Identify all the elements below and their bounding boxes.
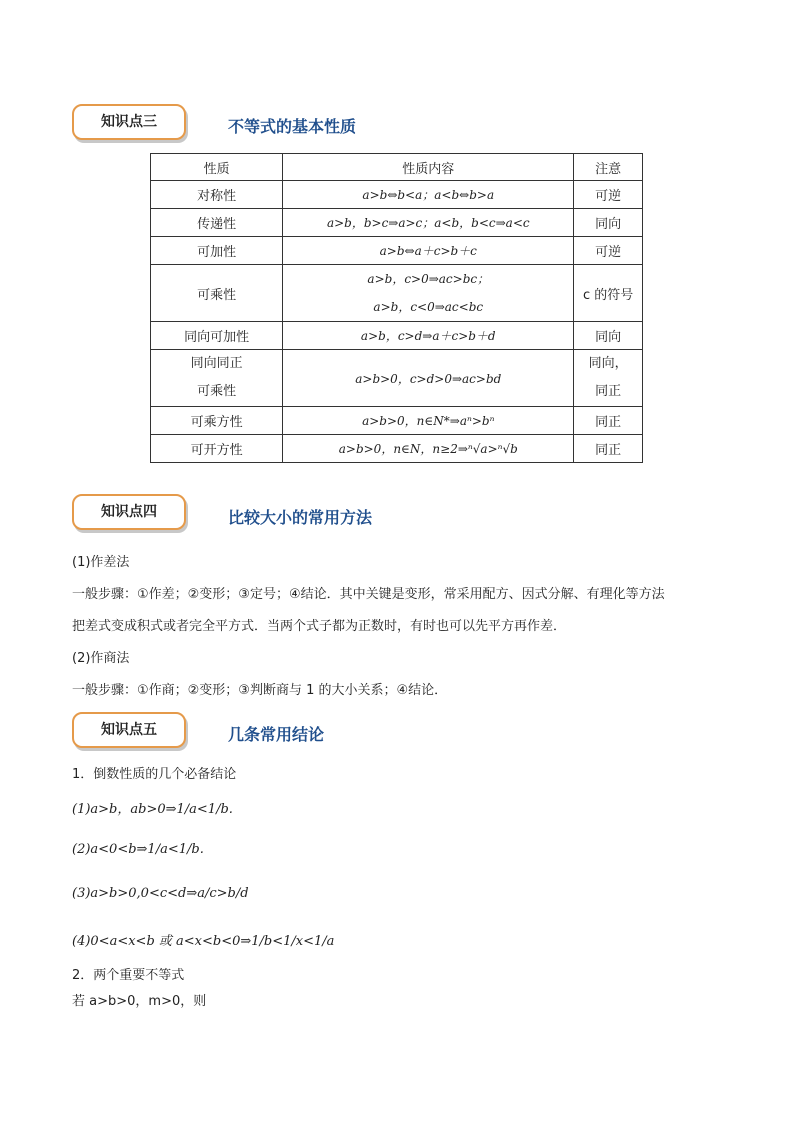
cell-content	[283, 265, 574, 322]
cell-content-line: a>b，c<0⇒ac<bc	[373, 300, 484, 314]
cell-note: 同正	[574, 435, 643, 463]
cell-content: a>b>0，n∈N*⇒aⁿ>bⁿ	[283, 407, 574, 435]
section-tag-5: 知识点五	[72, 712, 186, 748]
table-row	[151, 181, 643, 209]
formula-2: (2)a<0<b⇒1/a<1/b.	[72, 842, 204, 857]
header-content: 性质内容	[283, 154, 574, 181]
cell-content: a>b，c>d⇒a＋c>b＋d	[283, 322, 574, 350]
header-note: 注意	[574, 154, 643, 181]
cell-name: 可乘方性	[151, 407, 283, 435]
cell-content: a>b⇔a＋c>b＋c	[283, 237, 574, 265]
table-row	[151, 350, 643, 407]
cell-name: 可乘性	[151, 265, 283, 322]
cell-name: 可加性	[151, 237, 283, 265]
cell-note: 同向	[574, 322, 643, 350]
subheading: 1．倒数性质的几个必备结论	[72, 767, 237, 782]
section-tag-4: 知识点四	[72, 494, 186, 530]
cell-name-line: 可乘性	[197, 384, 237, 399]
paragraph-line: 一般步骤：①作差；②变形；③定号；④结论．其中关键是变形，常采用配方、因式分解、有理化等方法	[72, 587, 665, 602]
cell-note: 可逆	[574, 181, 643, 209]
subheading: 2．两个重要不等式	[72, 968, 185, 983]
properties-table	[150, 153, 643, 463]
table-row	[151, 435, 643, 463]
cell-content: a>b>0，n∈N，n≥2⇒ⁿ√a>ⁿ√b	[283, 435, 574, 463]
paragraph-line: 若 a>b>0，m>0，则	[72, 994, 207, 1009]
formula-4: (4)0<a<x<b 或 a<x<b<0⇒1/b<1/x<1/a	[72, 934, 335, 949]
table-header-row	[151, 154, 643, 181]
table-row	[151, 209, 643, 237]
cell-name: 传递性	[151, 209, 283, 237]
paragraph-line: 把差式变成积式或者完全平方式．当两个式子都为正数时，有时也可以先平方再作差．	[72, 619, 567, 634]
cell-content-line: a>b，c>0⇒ac>bc；	[367, 272, 490, 286]
cell-name: 同向可加性	[151, 322, 283, 350]
cell-name	[151, 350, 283, 407]
table-row	[151, 407, 643, 435]
method-heading: (1)作差法	[72, 555, 130, 570]
section-title-3: 不等式的基本性质	[228, 117, 357, 136]
cell-note-line: 同正	[595, 384, 622, 399]
section-title-4: 比较大小的常用方法	[228, 508, 373, 527]
cell-name: 对称性	[151, 181, 283, 209]
cell-note: 可逆	[574, 237, 643, 265]
cell-note	[574, 350, 643, 407]
cell-note: 同正	[574, 407, 643, 435]
cell-content: a>b⇔b<a；a<b⇔b>a	[283, 181, 574, 209]
section-tag-3: 知识点三	[72, 104, 186, 140]
cell-note-line: 同向，	[588, 356, 628, 371]
paragraph-line: 一般步骤：①作商；②变形；③判断商与 1 的大小关系；④结论．	[72, 683, 448, 698]
cell-name: 可开方性	[151, 435, 283, 463]
table-row	[151, 322, 643, 350]
cell-content: a>b>0，c>d>0⇒ac>bd	[283, 350, 574, 407]
table-row	[151, 237, 643, 265]
table-row	[151, 265, 643, 322]
method-heading: (2)作商法	[72, 651, 130, 666]
cell-name-line: 同向同正	[190, 356, 243, 371]
cell-note: 同向	[574, 209, 643, 237]
cell-note: c 的符号	[574, 265, 643, 322]
formula-1: (1)a>b，ab>0⇒1/a<1/b.	[72, 802, 233, 817]
header-property: 性质	[151, 154, 283, 181]
formula-3: (3)a>b>0,0<c<d⇒a/c>b/d	[72, 886, 249, 901]
cell-content: a>b，b>c⇒a>c；a<b，b<c⇒a<c	[283, 209, 574, 237]
section-title-5: 几条常用结论	[228, 725, 325, 744]
